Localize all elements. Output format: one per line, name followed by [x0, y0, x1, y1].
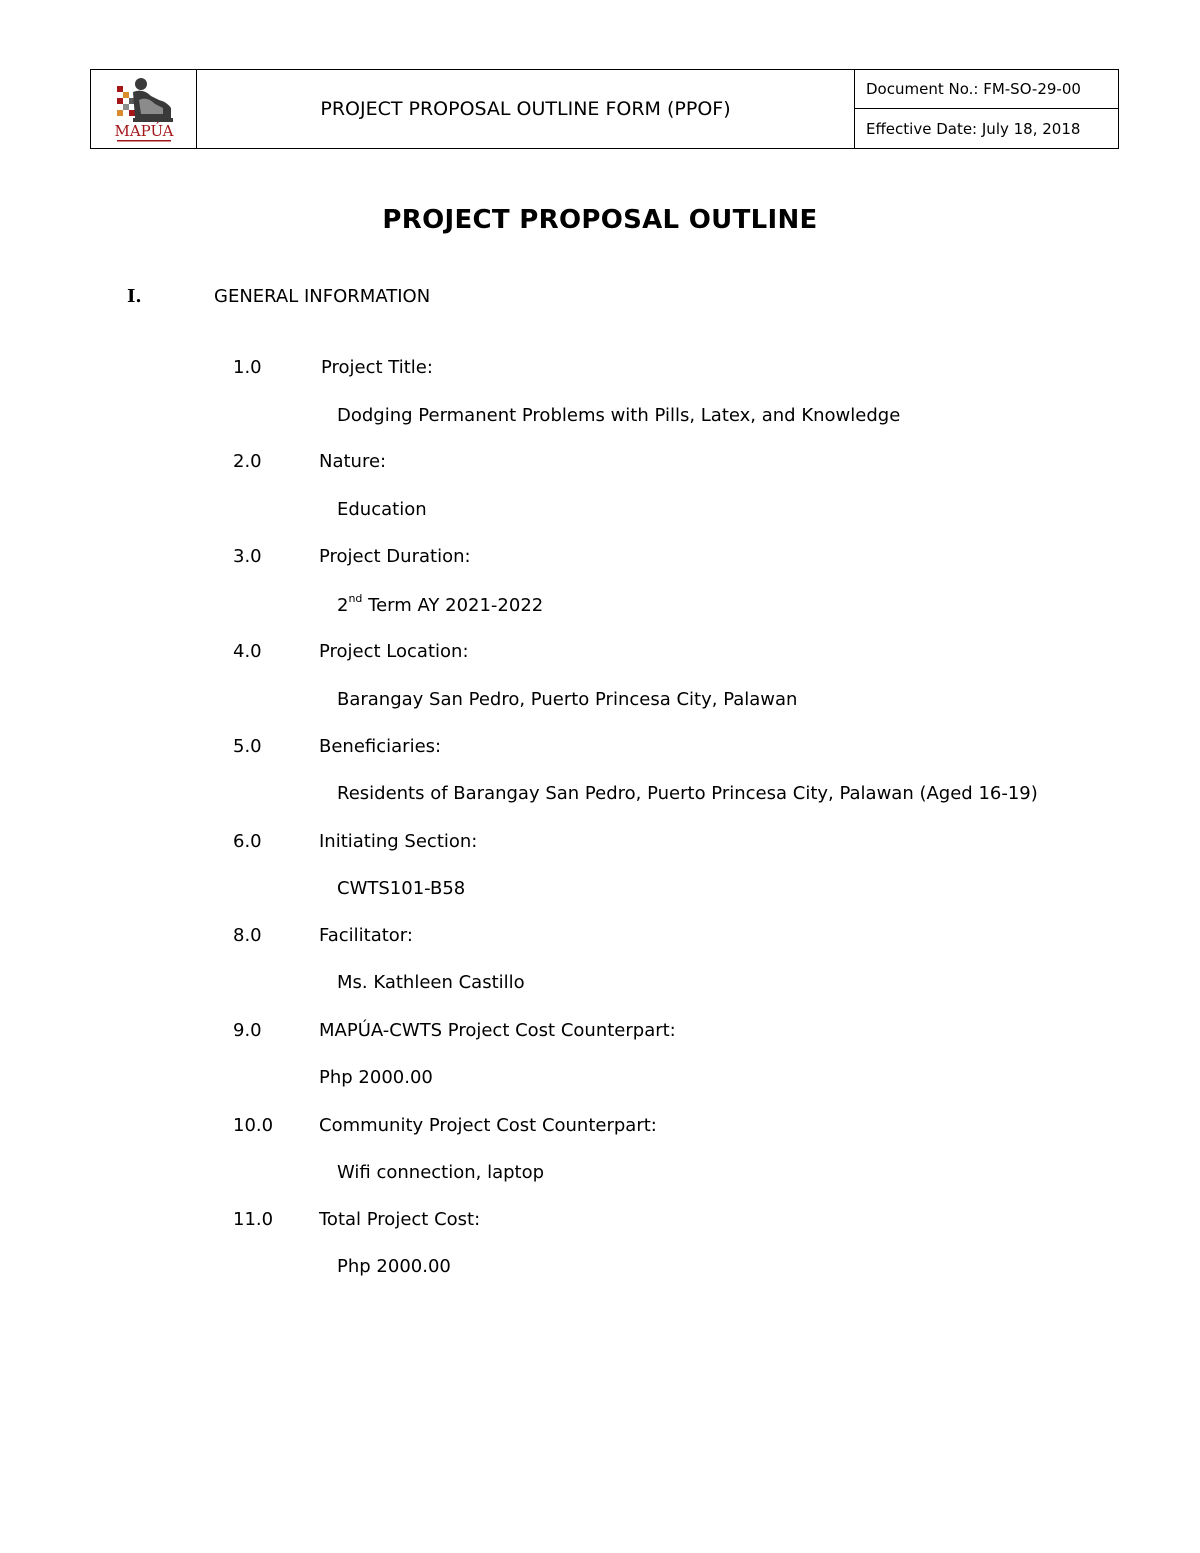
- item-value: Barangay San Pedro, Puerto Princesa City, Palawan: [337, 689, 798, 710]
- page-title: PROJECT PROPOSAL OUTLINE: [382, 205, 818, 235]
- item-number: 10.0: [233, 1115, 274, 1136]
- item-label: Project Title:: [321, 357, 433, 378]
- section-number: I.: [127, 286, 142, 307]
- item-value: Ms. Kathleen Castillo: [337, 972, 525, 993]
- item-label: Project Location:: [319, 641, 469, 662]
- value-suffix: Term AY 2021-2022: [362, 595, 544, 616]
- header-table: [90, 69, 1119, 149]
- item-value: Residents of Barangay San Pedro, Puerto Princesa City, Palawan (Aged 16-19): [337, 783, 1038, 804]
- item-label: Facilitator:: [319, 925, 413, 946]
- logo-cell: [91, 70, 197, 148]
- item-value: Wifi connection, laptop: [337, 1162, 545, 1183]
- item-label: MAPÚA-CWTS Project Cost Counterpart:: [319, 1020, 676, 1041]
- item-label: Beneficiaries:: [319, 736, 442, 757]
- logo-wordmark: MAPÚA: [114, 122, 174, 140]
- item-label: Initiating Section:: [319, 831, 478, 852]
- item-number: 1.0: [233, 357, 262, 378]
- item-number: 8.0: [233, 925, 262, 946]
- item-value: CWTS101-B58: [337, 878, 466, 899]
- section-heading: [127, 286, 430, 307]
- item-label: Total Project Cost:: [319, 1209, 481, 1230]
- item-number: 11.0: [233, 1209, 274, 1230]
- item-number: 2.0: [233, 451, 262, 472]
- document-number: Document No.: FM-SO-29-00: [855, 70, 1118, 109]
- item-value: Education: [337, 499, 427, 520]
- form-title: PROJECT PROPOSAL OUTLINE FORM (PPOF): [197, 70, 855, 148]
- item-label: Project Duration:: [319, 546, 471, 567]
- item-number: 6.0: [233, 831, 262, 852]
- item-number: 5.0: [233, 736, 262, 757]
- item-value: Dodging Permanent Problems with Pills, Latex, and Knowledge: [337, 405, 901, 426]
- value-prefix: 2: [337, 595, 349, 616]
- value-superscript: nd: [348, 592, 363, 605]
- item-label: Nature:: [319, 451, 387, 472]
- item-value: [337, 594, 543, 616]
- item-value: Php 2000.00: [337, 1256, 451, 1277]
- document-meta: [855, 70, 1118, 148]
- item-number: 4.0: [233, 641, 262, 662]
- effective-date: Effective Date: July 18, 2018: [866, 119, 1081, 138]
- item-label: Community Project Cost Counterpart:: [319, 1115, 657, 1136]
- item-number: 9.0: [233, 1020, 262, 1041]
- item-number: 3.0: [233, 546, 262, 567]
- section-title: GENERAL INFORMATION: [214, 286, 431, 307]
- mapua-logo: [111, 74, 177, 146]
- item-value: Php 2000.00: [319, 1067, 433, 1088]
